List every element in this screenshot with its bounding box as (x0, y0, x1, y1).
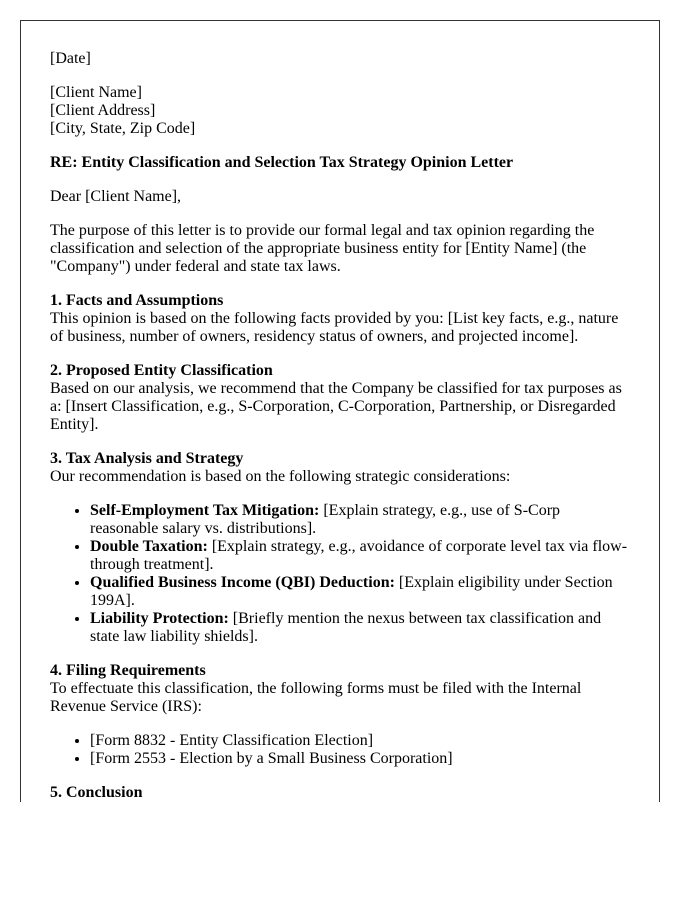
item-label: Liability Protection: (90, 610, 229, 627)
item-text: [Explain strategy, e.g., avoidance of corporate level tax via flow-through treatment]. (90, 538, 628, 573)
section-heading: 5. Conclusion (50, 784, 143, 801)
forms-list (50, 732, 631, 768)
letter-date: [Date] (50, 50, 91, 67)
section-body: Based on our analysis, we recommend that the Company be classified for tax purposes as a: [Insert Classification, e.g., S-Corporation, C-Corporation, Partnership, or Disregarded Entity]. (50, 380, 622, 433)
intro-paragraph: The purpose of this letter is to provide our formal legal and tax opinion regarding the classification and selection of the appropriate business entity for [Entity Name] (the "Company") under federal and state tax laws. (50, 222, 595, 275)
section-proposed-classification (50, 362, 631, 434)
item-text: [Briefly mention the nexus between tax classification and state law liability shields]. (90, 610, 602, 645)
item-label: Double Taxation: (90, 538, 208, 555)
section-conclusion (50, 784, 631, 802)
item-label: Qualified Business Income (QBI) Deduction: (90, 574, 395, 591)
list-item: • [Form 2553 - Election by a Small Business Corporation] (90, 750, 631, 768)
section-filing-requirements (50, 662, 631, 768)
section-heading: 4. Filing Requirements (50, 662, 206, 679)
section-heading: 2. Proposed Entity Classification (50, 362, 273, 379)
item-text: [Explain eligibility under Section 199A]. (90, 574, 613, 609)
section-heading: 3. Tax Analysis and Strategy (50, 450, 244, 467)
recipient-address-block (50, 84, 631, 138)
list-item (90, 502, 631, 538)
section-facts-assumptions (50, 292, 631, 346)
section-body: This opinion is based on the following facts provided by you: [List key facts, e.g., nature of business, number of owners, residency status of owners, and projected income]. (50, 310, 619, 345)
letter-content (21, 21, 659, 802)
item-label: Self-Employment Tax Mitigation: (90, 502, 320, 519)
recipient-address: [Client Address] (50, 102, 156, 119)
subject-line: RE: Entity Classification and Selection Tax Strategy Opinion Letter (50, 154, 514, 171)
section-body: Our recommendation is based on the following strategic considerations: (50, 468, 511, 485)
letter-page (20, 20, 660, 802)
list-item (90, 574, 631, 610)
list-item: • [Form 8832 - Entity Classification Election] (90, 732, 631, 750)
salutation: Dear [Client Name], (50, 188, 182, 205)
section-tax-analysis (50, 450, 631, 646)
item-text: [Explain strategy, e.g., use of S-Corp reasonable salary vs. distributions]. (90, 502, 561, 537)
section-heading: 1. Facts and Assumptions (50, 292, 224, 309)
recipient-city-state-zip: [City, State, Zip Code] (50, 120, 196, 137)
section-body: To effectuate this classification, the following forms must be filed with the Internal Revenue Service (IRS): (50, 680, 582, 715)
recipient-name: [Client Name] (50, 84, 142, 101)
list-item (90, 610, 631, 646)
list-item (90, 538, 631, 574)
strategy-list (50, 502, 631, 646)
